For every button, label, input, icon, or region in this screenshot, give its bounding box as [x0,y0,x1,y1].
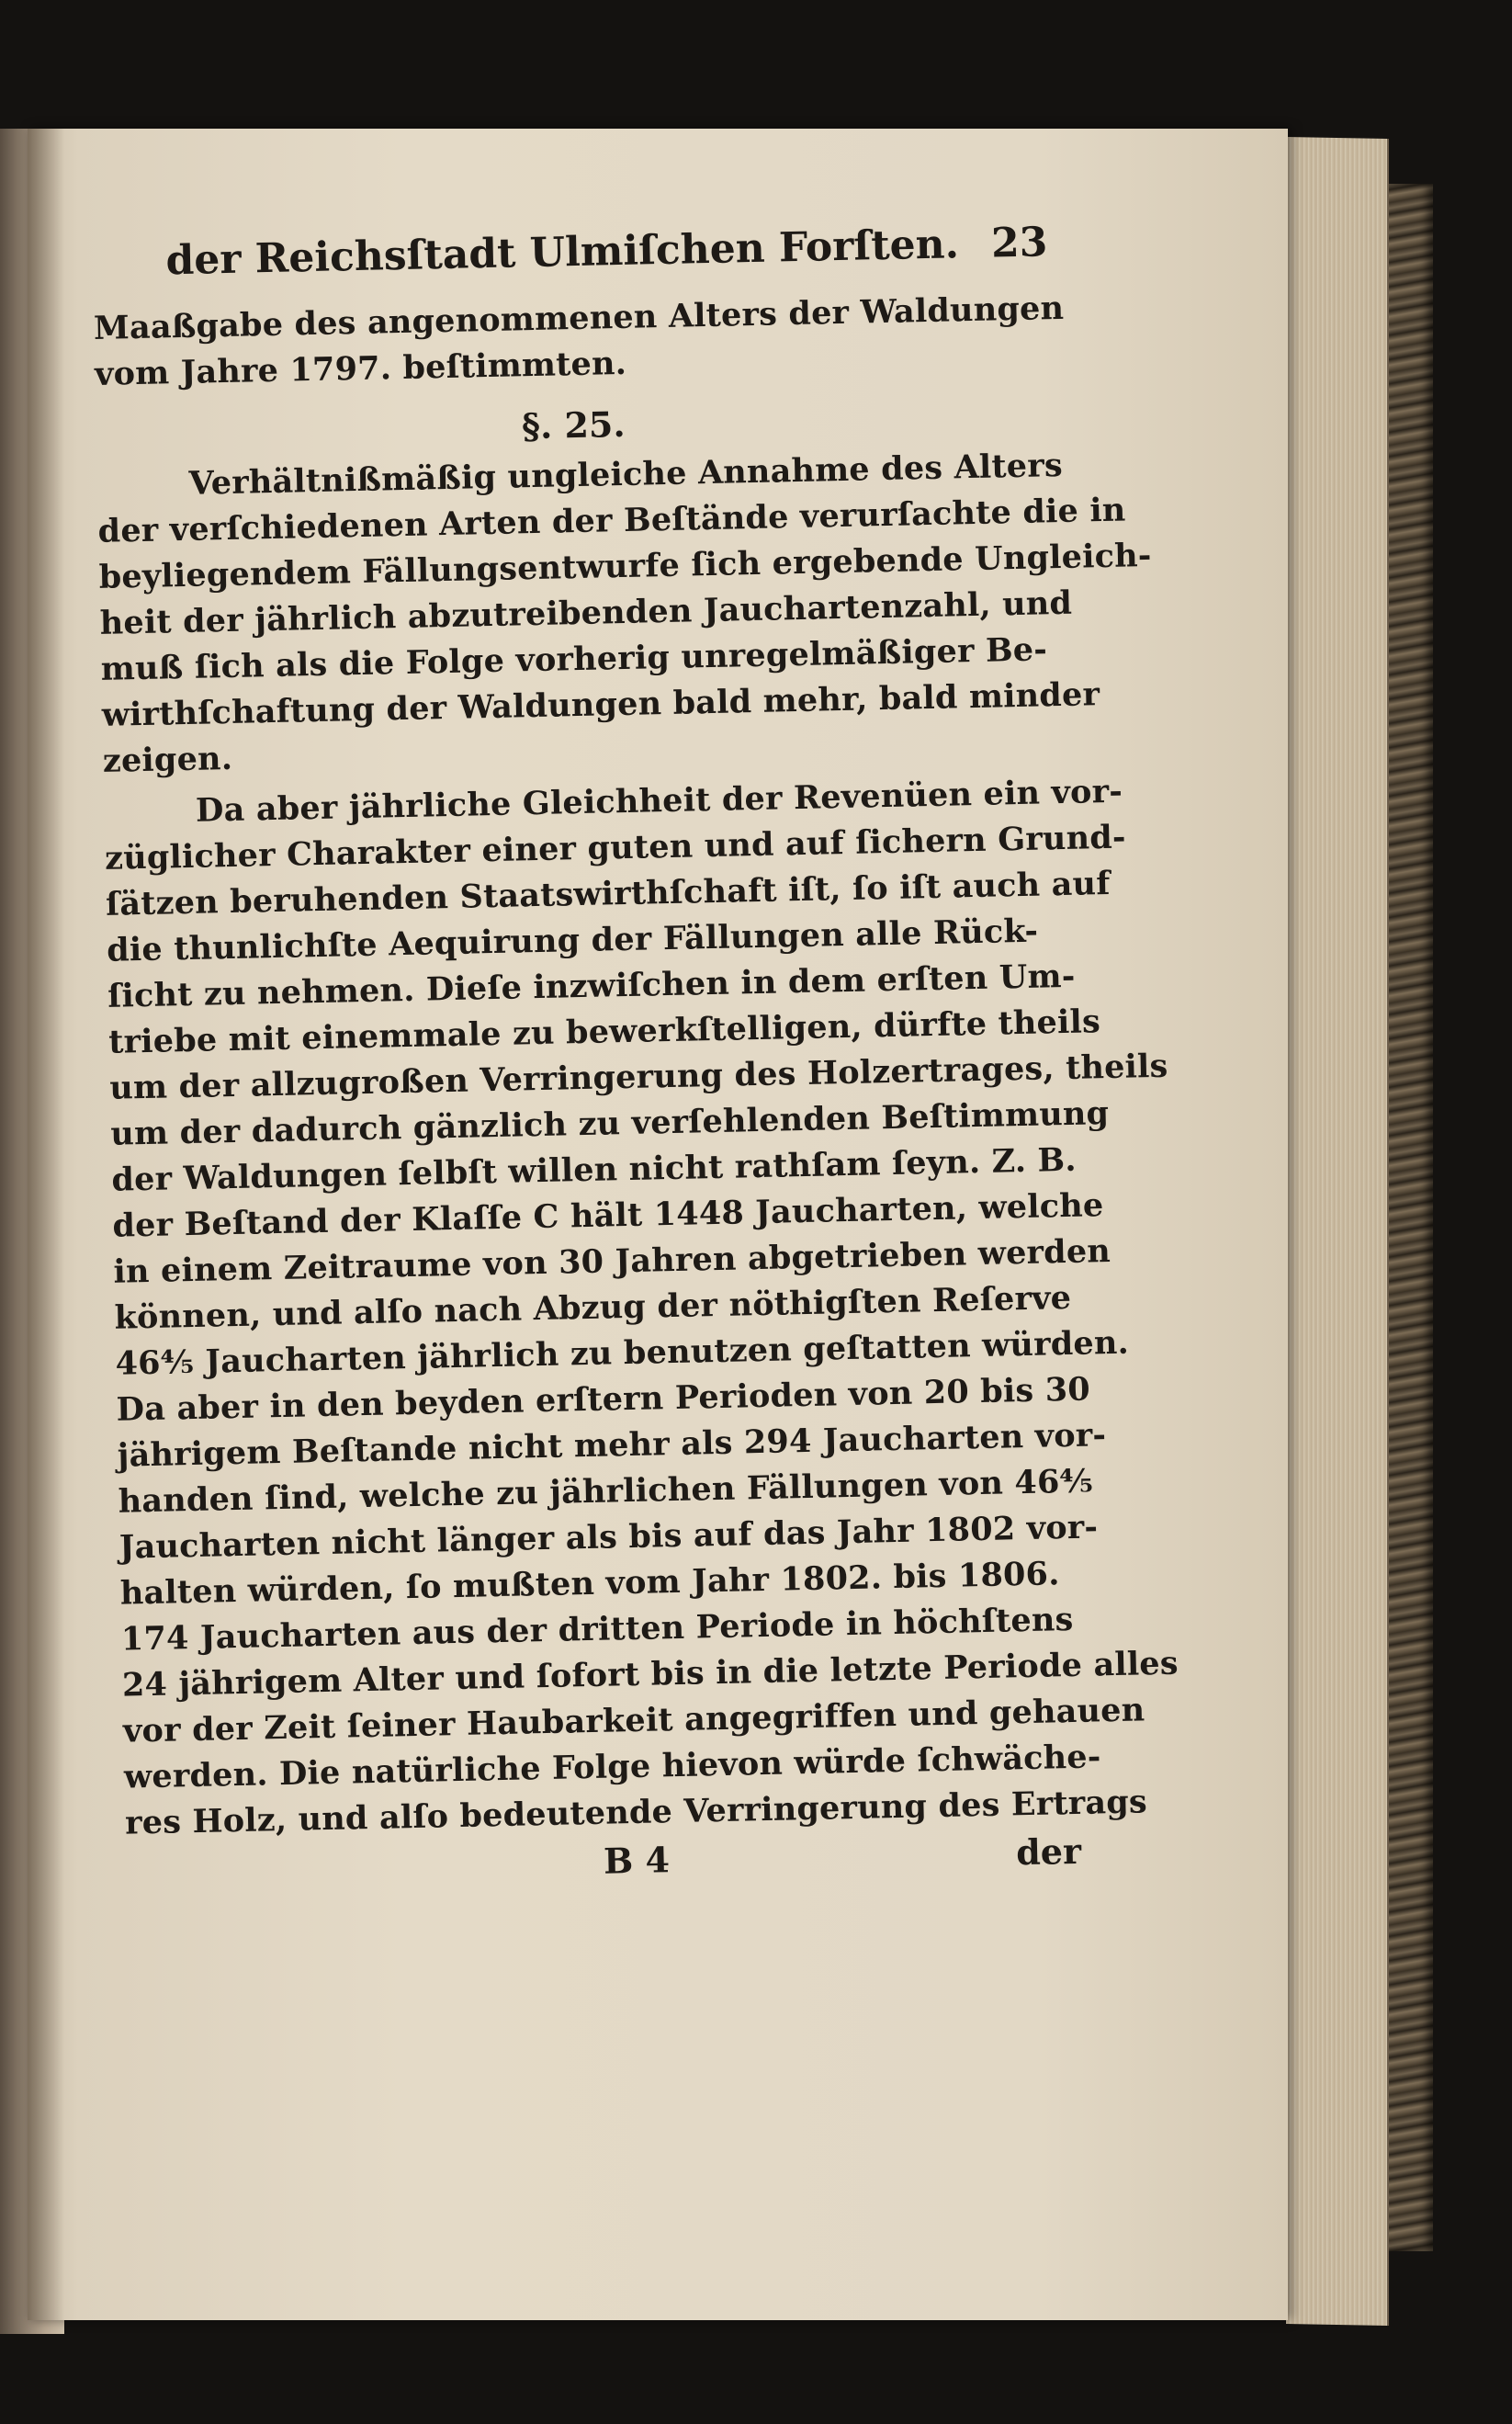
text-line: zeigen. [102,739,233,780]
text-line: handen ſind, welche zu jährlichen Fällungen von 46⅘ [118,1462,1094,1521]
text-line: der Waldungen ſelbſt willen nicht rathſam ſeyn. Z. B. [111,1140,1078,1199]
text-line: ſätzen beruhenden Staatswirthſchaft iſt, ſo iſt auch auf [105,864,1111,923]
text-line: 174 Jaucharten aus der dritten Periode in höchſtens [120,1600,1074,1659]
page-gutter-shadow [28,129,64,2320]
text-line: muß ſich als die Folge vorherig unregelmäßiger Be- [100,630,1048,688]
text-block [92,219,1179,1891]
paragraph-2 [104,770,1179,1847]
text-line: Da aber jährliche Gleichheit der Revenüen ein vor- [195,772,1123,830]
paragraph-1 [96,443,1152,785]
text-line: Da aber in den beyden erſtern Perioden von 20 bis 30 [116,1370,1091,1429]
section-heading: §. 25. [521,402,626,447]
text-line: in einem Zeitraume von 30 Jahren abgetrieben werden [113,1232,1111,1291]
page-number: 23 [990,219,1048,267]
text-line: vor der Zeit ſeiner Haubarkeit angegriffen und gehauen [122,1691,1145,1750]
text-line: res Holz, und alſo bedeutende Verringerung des Ertrags [124,1783,1148,1842]
text-line: beyliegendem Fällungsentwurfe ſich ergebende Ungleich- [98,536,1152,596]
text-line: wirthſchaftung der Waldungen bald mehr, bald minder [101,675,1100,734]
page-block-edge [1286,137,1389,2326]
signature-mark: B 4 [603,1839,671,1882]
text-line: halten würden, ſo mußten vom Jahr 1802. bis 1806. [119,1555,1060,1613]
catchword: der [1015,1829,1082,1874]
running-head-title: der Reichsſtadt Ulmiſchen Forſten. [164,221,960,285]
text-line: Maaßgabe des angenommenen Alters der Waldungen [93,289,1065,347]
text-line: die thunlichſte Aequirung der Fällungen alle Rück- [106,912,1039,969]
text-line: um der allzugroßen Verringerung des Holzertrages, theils [108,1047,1168,1107]
text-line: können, und alſo nach Abzug der nöthigſten Reſerve [114,1278,1072,1337]
text-line: werden. Die natürliche Folge hievon würde ſchwäche- [123,1738,1101,1796]
text-line: jährigem Beſtande nicht mehr als 294 Jaucharten vor- [117,1416,1107,1475]
book-page [28,129,1288,2320]
text-line: der verſchiedenen Arten der Beſtände verurſachte die in [97,491,1126,550]
text-line: 46⅘ Jaucharten jährlich zu benutzen geſtatten würden. [115,1323,1130,1383]
text-line: heit der jährlich abzutreibenden Jauchartenzahl, und [99,583,1073,642]
text-line: triebe mit einemmale zu bewerkſtelligen, dürfte theils [107,1002,1101,1061]
text-line: ſicht zu nehmen. Dieſe inzwiſchen in dem erſten Um- [107,957,1076,1015]
text-line: vom Jahre 1797. beſtimmten. [94,344,627,393]
text-line: 24 jährigem Alter und ſofort bis in die letzte Periode alles [121,1644,1179,1705]
text-lines-before-section [93,286,1065,398]
text-line: um der dadurch gänzlich zu verſehlenden Beſtimmung [109,1094,1110,1153]
text-line: Jaucharten nicht länger als bis auf das Jahr 1802 vor- [118,1508,1099,1567]
running-head [92,219,1048,286]
text-line: züglicher Charakter einer guten und auf ſichern Grund- [104,818,1127,878]
text-line: der Beſtand der Klaſſe C hält 1448 Jaucharten, welche [112,1186,1104,1245]
text-line: Verhältnißmäßig ungleiche Annahme des Alters [188,446,1064,503]
